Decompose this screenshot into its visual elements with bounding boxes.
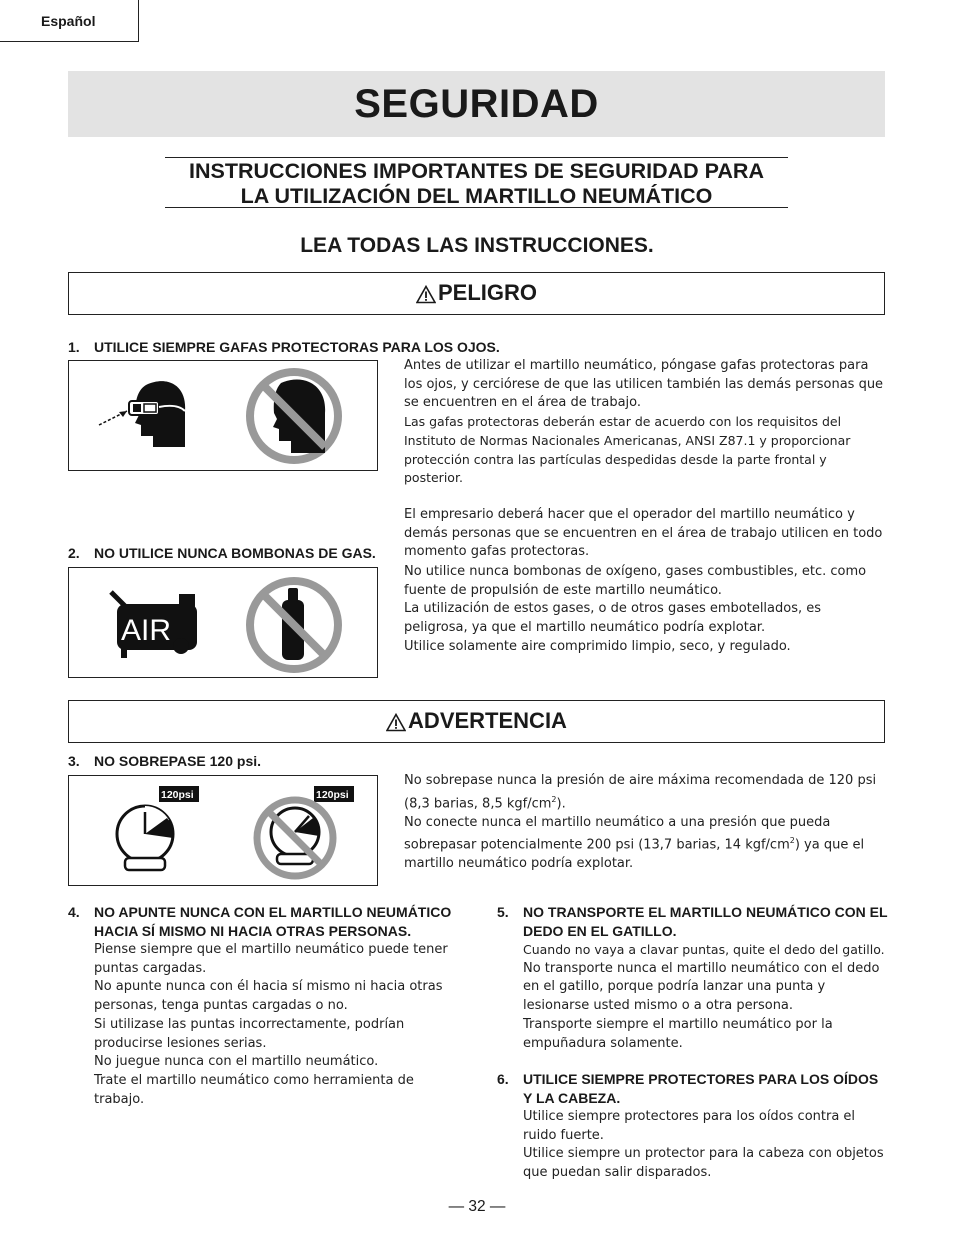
pressure-gauge-icon xyxy=(69,776,377,885)
item-1-heading xyxy=(68,338,500,357)
item-6-heading xyxy=(497,1070,889,1108)
item-4-number: 4. xyxy=(68,904,80,920)
item-6-paragraph-2: Utilice siempre un protector para la cabeza con objetos que puedan salir disparados. xyxy=(523,1146,884,1181)
warning-triangle-icon xyxy=(416,285,436,304)
item-1-title: UTILICE SIEMPRE GAFAS PROTECTORAS PARA LOS OJOS. xyxy=(94,339,500,355)
page-title: SEGURIDAD xyxy=(68,71,885,137)
item-5-heading xyxy=(497,903,889,941)
item-5 xyxy=(497,903,889,1053)
item-1-number: 1. xyxy=(68,339,80,355)
item-2-body xyxy=(404,563,888,657)
item-5-number: 5. xyxy=(497,904,509,920)
item-1-paragraph-3: El empresario deberá hacer que el operador del martillo neumático y demás personas que se encuentren en el área de trabajo utilicen en todo momento gafas protectoras. xyxy=(404,506,883,560)
item-1-paragraph-2: Las gafas protectoras deberán estar de acuerdo con los requisitos del Instituto de Normas Nacionales Americanas, ANSI Z87.1 y proporcionar protección contra las partículas despedidas desde la parte frontal y posterior. xyxy=(404,414,851,486)
item-3-paragraph-1-text: No sobrepase nunca la presión de aire máxima recomendada de 120 psi (8,3 barias, 8,5 kgf/cm xyxy=(404,773,877,812)
item-2-number: 2. xyxy=(68,545,80,561)
item-5-body xyxy=(523,941,889,1053)
section-subtitle xyxy=(165,157,788,208)
item-3-paragraph-1 xyxy=(404,772,888,814)
item-5-paragraph-3: Transporte siempre el martillo neumático por la empuñadura solamente. xyxy=(523,1016,833,1051)
item-1-paragraph-1: Antes de utilizar el martillo neumático, póngase gafas protectoras para los ojos, y cerciórese de que las utilicen también las demás personas que se encuentren en el área de trabajo. xyxy=(404,358,884,411)
item-4-paragraph-5: Trate el martillo neumático como herramienta de trabajo. xyxy=(94,1072,414,1107)
item-6-title: UTILICE SIEMPRE PROTECTORES PARA LOS OÍDOS Y LA CABEZA. xyxy=(523,1071,879,1106)
warning-banner xyxy=(68,700,885,743)
item-4-paragraph-3: Si utilizase las puntas incorrectamente, podrían producirse lesiones serias. xyxy=(94,1016,405,1051)
psi-label-right: 120psi xyxy=(316,789,349,801)
item-5-title: NO TRANSPORTE EL MARTILLO NEUMÁTICO CON EL DEDO EN EL GATILLO. xyxy=(523,904,888,939)
item-6-paragraph-1: Utilice siempre protectores para los oídos contra el ruido fuerte. xyxy=(523,1109,856,1143)
item-5-paragraph-2: No transporte nunca el martillo neumático con el dedo en el gatillo, porque podría lanzar una punta y lesionarse usted mismo o a otra persona. xyxy=(523,960,880,1014)
item-3-paragraph-2 xyxy=(404,814,888,874)
superscript-2: 2 xyxy=(789,836,795,846)
item-3-paragraph-2-text: No conecte nunca el martillo neumático a una presión que pueda sobrepasar potencialmente 200 psi (13,7 barias, 14 kgf/cm xyxy=(404,814,831,853)
danger-label: PELIGRO xyxy=(437,280,537,305)
subtitle-line-2: LA UTILIZACIÓN DEL MARTILLO NEUMÁTICO xyxy=(240,184,713,208)
item-3-body xyxy=(404,772,888,874)
item-4 xyxy=(68,903,462,1109)
item-2-paragraph-2: La utilización de estos gases, o de otros gases embotellados, es peligrosa, ya que el martillo neumático podría explotar. xyxy=(404,601,822,636)
item-6-body xyxy=(523,1108,889,1183)
item-2-paragraph-1: No utilice nunca bombonas de oxígeno, gases combustibles, etc. como fuente de propulsión de este martillo neumático. xyxy=(404,564,867,598)
item-3-heading xyxy=(68,752,261,771)
item-4-paragraph-1: Piense siempre que el martillo neumático puede tener puntas cargadas. xyxy=(94,942,448,976)
safety-glasses-icon xyxy=(69,361,377,470)
subtitle-line-1: INSTRUCCIONES IMPORTANTES DE SEGURIDAD PARA xyxy=(189,159,764,183)
item-3-paragraph-2-end: ) ya que el martillo neumático podría explotar. xyxy=(404,837,865,872)
warning-triangle-icon xyxy=(386,713,406,732)
item-3-paragraph-1-end: ). xyxy=(556,796,566,812)
superscript-2: 2 xyxy=(551,794,557,804)
air-compressor-icon xyxy=(69,568,377,677)
item-2-illustration xyxy=(68,567,378,678)
item-3-number: 3. xyxy=(68,753,80,769)
item-5-paragraph-1: Cuando no vaya a clavar puntas, quite el dedo del gatillo. xyxy=(523,942,885,957)
read-all-heading: LEA TODAS LAS INSTRUCCIONES. xyxy=(300,234,654,257)
language-tab: Español xyxy=(0,0,139,42)
item-6-number: 6. xyxy=(497,1071,509,1087)
item-4-paragraph-4: No juegue nunca con el martillo neumático. xyxy=(94,1054,379,1070)
item-6 xyxy=(497,1070,889,1183)
item-2-title: NO UTILICE NUNCA BOMBONAS DE GAS. xyxy=(94,545,376,561)
item-3-title: NO SOBREPASE 120 psi. xyxy=(94,753,262,769)
air-label: AIR xyxy=(121,614,172,647)
item-2-heading xyxy=(68,544,376,563)
item-4-title: NO APUNTE NUNCA CON EL MARTILLO NEUMÁTICO HACIA SÍ MISMO NI HACIA OTRAS PERSONAS. xyxy=(94,904,452,939)
danger-banner xyxy=(68,272,885,315)
page-number: — 32 — xyxy=(448,1198,506,1215)
item-1-illustration xyxy=(68,360,378,471)
item-3-illustration xyxy=(68,775,378,886)
warning-label: ADVERTENCIA xyxy=(408,708,567,733)
item-4-body xyxy=(94,941,462,1109)
item-4-paragraph-2: No apunte nunca con él hacia sí mismo ni hacia otras personas, tenga puntas cargadas o no. xyxy=(94,979,443,1014)
item-1-body xyxy=(404,357,888,562)
item-2-paragraph-3: Utilice solamente aire comprimido limpio, seco, y regulado. xyxy=(404,638,791,654)
item-4-heading xyxy=(68,903,462,941)
psi-label-left: 120psi xyxy=(161,789,194,801)
